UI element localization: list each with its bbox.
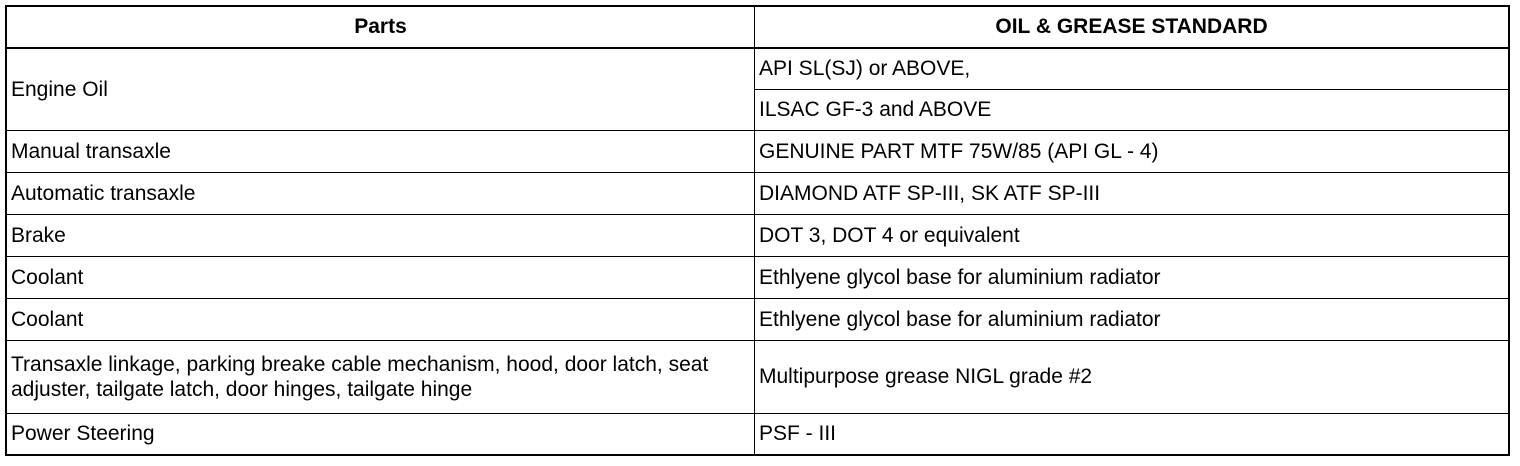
- part-cell: Manual transaxle: [7, 131, 755, 173]
- part-cell: Power Steering: [7, 414, 755, 455]
- part-cell: Automatic transaxle: [7, 173, 755, 215]
- standard-cell: DOT 3, DOT 4 or equivalent: [755, 215, 1509, 257]
- standard-cell: Ethlyene glycol base for aluminium radiator: [755, 299, 1509, 341]
- header-parts: Parts: [7, 7, 755, 49]
- standard-cell: GENUINE PART MTF 75W/85 (API GL - 4): [755, 131, 1509, 173]
- part-cell: Transaxle linkage, parking breake cable mechanism, hood, door latch, seat adjuster, tailgate latch, door hinges, tailgate hinge: [7, 341, 755, 414]
- part-cell: Brake: [7, 215, 755, 257]
- standard-cell: ILSAC GF-3 and ABOVE: [755, 90, 1509, 131]
- standard-cell: PSF - III: [755, 414, 1509, 455]
- standard-cell: DIAMOND ATF SP-III, SK ATF SP-III: [755, 173, 1509, 215]
- table-row: [7, 48, 1509, 90]
- table-row: [7, 215, 1509, 257]
- table-header-row: [7, 7, 1509, 49]
- standard-cell: Multipurpose grease NIGL grade #2: [755, 341, 1509, 414]
- standard-cell: API SL(SJ) or ABOVE,: [755, 48, 1509, 90]
- table-row: [7, 173, 1509, 215]
- table-row: [7, 341, 1509, 414]
- table-row: [7, 299, 1509, 341]
- table-row: [7, 414, 1509, 455]
- part-cell: Coolant: [7, 299, 755, 341]
- table-row: [7, 257, 1509, 299]
- part-cell: Coolant: [7, 257, 755, 299]
- oil-grease-spec-table: [6, 6, 1509, 455]
- standard-cell: Ethlyene glycol base for aluminium radiator: [755, 257, 1509, 299]
- header-standard: OIL & GREASE STANDARD: [755, 7, 1509, 49]
- table-row: [7, 131, 1509, 173]
- part-cell: Engine Oil: [7, 48, 755, 131]
